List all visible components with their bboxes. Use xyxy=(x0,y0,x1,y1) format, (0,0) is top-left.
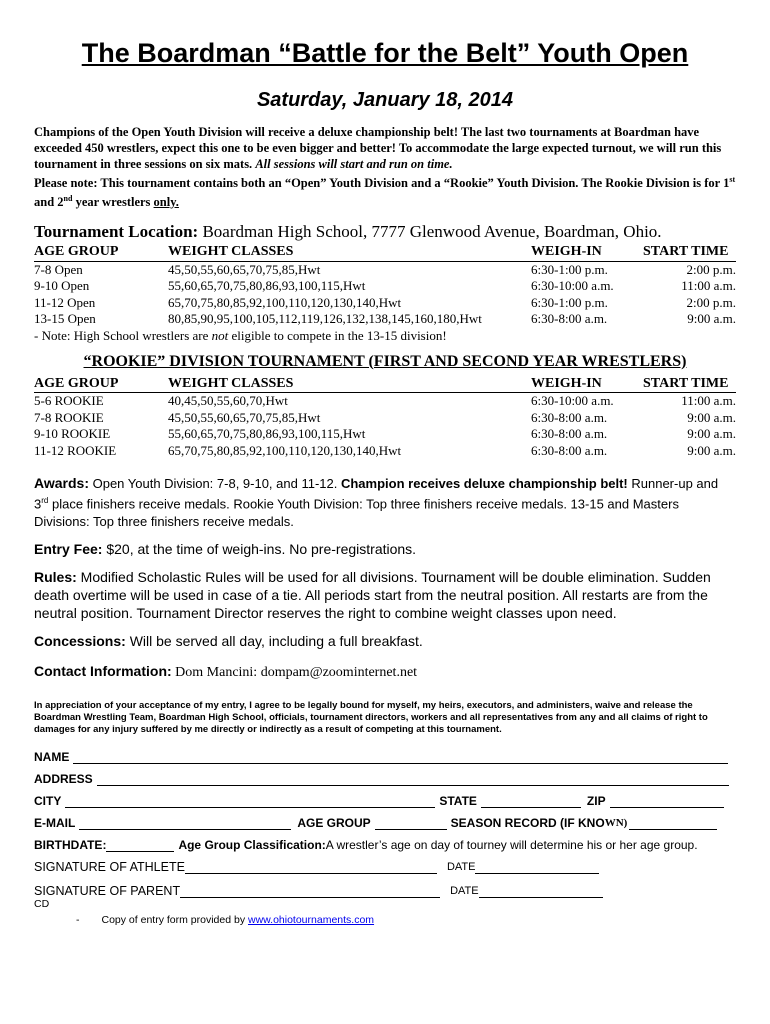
footer-initials: CD xyxy=(34,897,50,910)
page-title: The Boardman “Battle for the Belt” Youth Open xyxy=(81,38,689,68)
ohiotournaments-link[interactable]: www.ohiotournaments.com xyxy=(247,913,375,926)
name-field[interactable] xyxy=(73,752,728,764)
table-row: 7-8 ROOKIE 45,50,55,60,65,70,75,85,Hwt 6:30-8:00 a.m. 9:00 a.m. xyxy=(34,409,736,425)
tournament-location: Tournament Location: Boardman High School, 7777 Glenwood Avenue, Boardman, Ohio. xyxy=(34,222,662,242)
contact-email: dompam@zoominternet.net xyxy=(260,664,418,680)
age-group-field[interactable] xyxy=(375,818,447,830)
athlete-signature-line: SIGNATURE OF ATHLETE DATE xyxy=(34,860,736,874)
footer: CD - Copy of entry form provided by www.ohiotournaments.com xyxy=(34,898,736,927)
table-header: AGE GROUP WEIGHT CLASSES WEIGH-IN START TIME xyxy=(34,376,736,394)
email-field[interactable] xyxy=(79,818,291,830)
address-field[interactable] xyxy=(97,774,729,786)
table-row: 7-8 Open 45,50,55,60,65,70,75,85,Hwt 6:30-1:00 p.m. 2:00 p.m. xyxy=(34,261,736,277)
city-state-zip-line: CITY STATE ZIP xyxy=(34,794,736,808)
name-line: NAME xyxy=(34,750,736,764)
table-header: AGE GROUP WEIGHT CLASSES WEIGH-IN START TIME xyxy=(34,244,736,262)
concessions-section: Concessions: Will be served all day, including a full breakfast. xyxy=(34,632,423,649)
rules-section: Rules: Modified Scholastic Rules will be used for all divisions. Tournament will be double elimination. Sudden death overtime will be used in case of a tie. All periods start from the neutral position. All restarts are from the neutral position. Tournament Director reserves the right to combine weight classes upon need. xyxy=(34,568,711,621)
birthdate-line: BIRTHDATE: Age Group Classification: A wrestler’s age on day of tourney will determine his or her age group. xyxy=(34,837,698,852)
table-row: 11-12 ROOKIE 65,70,75,80,85,92,100,110,120,130,140,Hwt 6:30-8:00 a.m. 9:00 a.m. xyxy=(34,442,736,458)
high-school-note: - Note: High School wrestlers are not eligible to compete in the 13-15 division! xyxy=(34,327,447,343)
intro-paragraph: Champions of the Open Youth Division will receive a deluxe championship belt! The last two tournaments at Boardman have exceeded 450 wrestlers, expect this one to be even bigger and better! To accommodate the large expected turnout, we will run this tournament in three sessions on six mats. All sessions will start and run on time. Please note: This tournament contains both an “Open” Youth Division and a “Rookie” Youth Division. The Rookie Division is for 1st and 2nd year wrestlers only. xyxy=(34,125,736,210)
athlete-signature-field[interactable] xyxy=(185,862,437,874)
rookie-division-table xyxy=(34,376,736,460)
table-row: 11-12 Open 65,70,75,80,85,92,100,110,120,130,140,Hwt 6:30-1:00 p.m. 2:00 p.m. xyxy=(34,294,736,310)
season-record-field[interactable] xyxy=(629,818,717,830)
open-division-table xyxy=(34,244,736,344)
document-page xyxy=(34,36,736,927)
birthdate-field[interactable] xyxy=(106,840,174,852)
state-field[interactable] xyxy=(481,796,581,808)
parent-signature-line: SIGNATURE OF PARENT DATE xyxy=(34,884,736,898)
city-field[interactable] xyxy=(65,796,435,808)
parent-signature-field[interactable] xyxy=(180,886,440,898)
table-row: 5-6 ROOKIE 40,45,50,55,60,70,Hwt 6:30-10:00 a.m. 11:00 a.m. xyxy=(34,393,736,409)
address-line: ADDRESS xyxy=(34,772,736,786)
liability-waiver: In appreciation of your acceptance of my entry, I agree to be legally bound for myself, my heirs, executors, and administers, waive and release the Boardman Wrestling Team, Boardman High School, officials, tournament directors, workers and all representatives from any and all claims of right to damages for any injury suffered by me directly or indirectly as a result of competing at this tournament. xyxy=(34,699,708,735)
zip-field[interactable] xyxy=(610,796,724,808)
table-row: 9-10 ROOKIE 55,60,65,70,75,80,86,93,100,115,Hwt 6:30-8:00 a.m. 9:00 a.m. xyxy=(34,426,736,442)
athlete-date-field[interactable] xyxy=(475,862,599,874)
event-date: Saturday, January 18, 2014 xyxy=(256,89,514,111)
parent-date-field[interactable] xyxy=(479,886,603,898)
rookie-division-title: “ROOKIE” DIVISION TOURNAMENT (FIRST AND SECOND YEAR WRESTLERS) xyxy=(83,352,687,370)
table-row: 9-10 Open 55,60,65,70,75,80,86,93,100,115,Hwt 6:30-10:00 a.m. 11:00 a.m. xyxy=(34,278,736,294)
contact-section: Contact Information: Dom Mancini: dompam@zoominternet.net xyxy=(34,662,418,680)
awards-section: Awards: Open Youth Division: 7-8, 9-10, and 11-12. Champion receives deluxe championship belt! Runner-up and 3rd place finishers receive medals. Rookie Youth Division: Top three finishers receive medals. 13-15 and Masters Divisions: Top three finishers receive medals. xyxy=(34,475,719,529)
entry-fee-section: Entry Fee: $20, at the time of weigh-ins. No pre-registrations. xyxy=(34,540,417,557)
email-age-record-line: E-MAIL AGE GROUP SEASON RECORD (IF KNO WN) xyxy=(34,816,736,830)
table-row: 13-15 Open 80,85,90,95,100,105,112,119,126,132,138,145,160,180,Hwt 6:30-8:00 a.m. 9:00 a.m. xyxy=(34,311,736,327)
